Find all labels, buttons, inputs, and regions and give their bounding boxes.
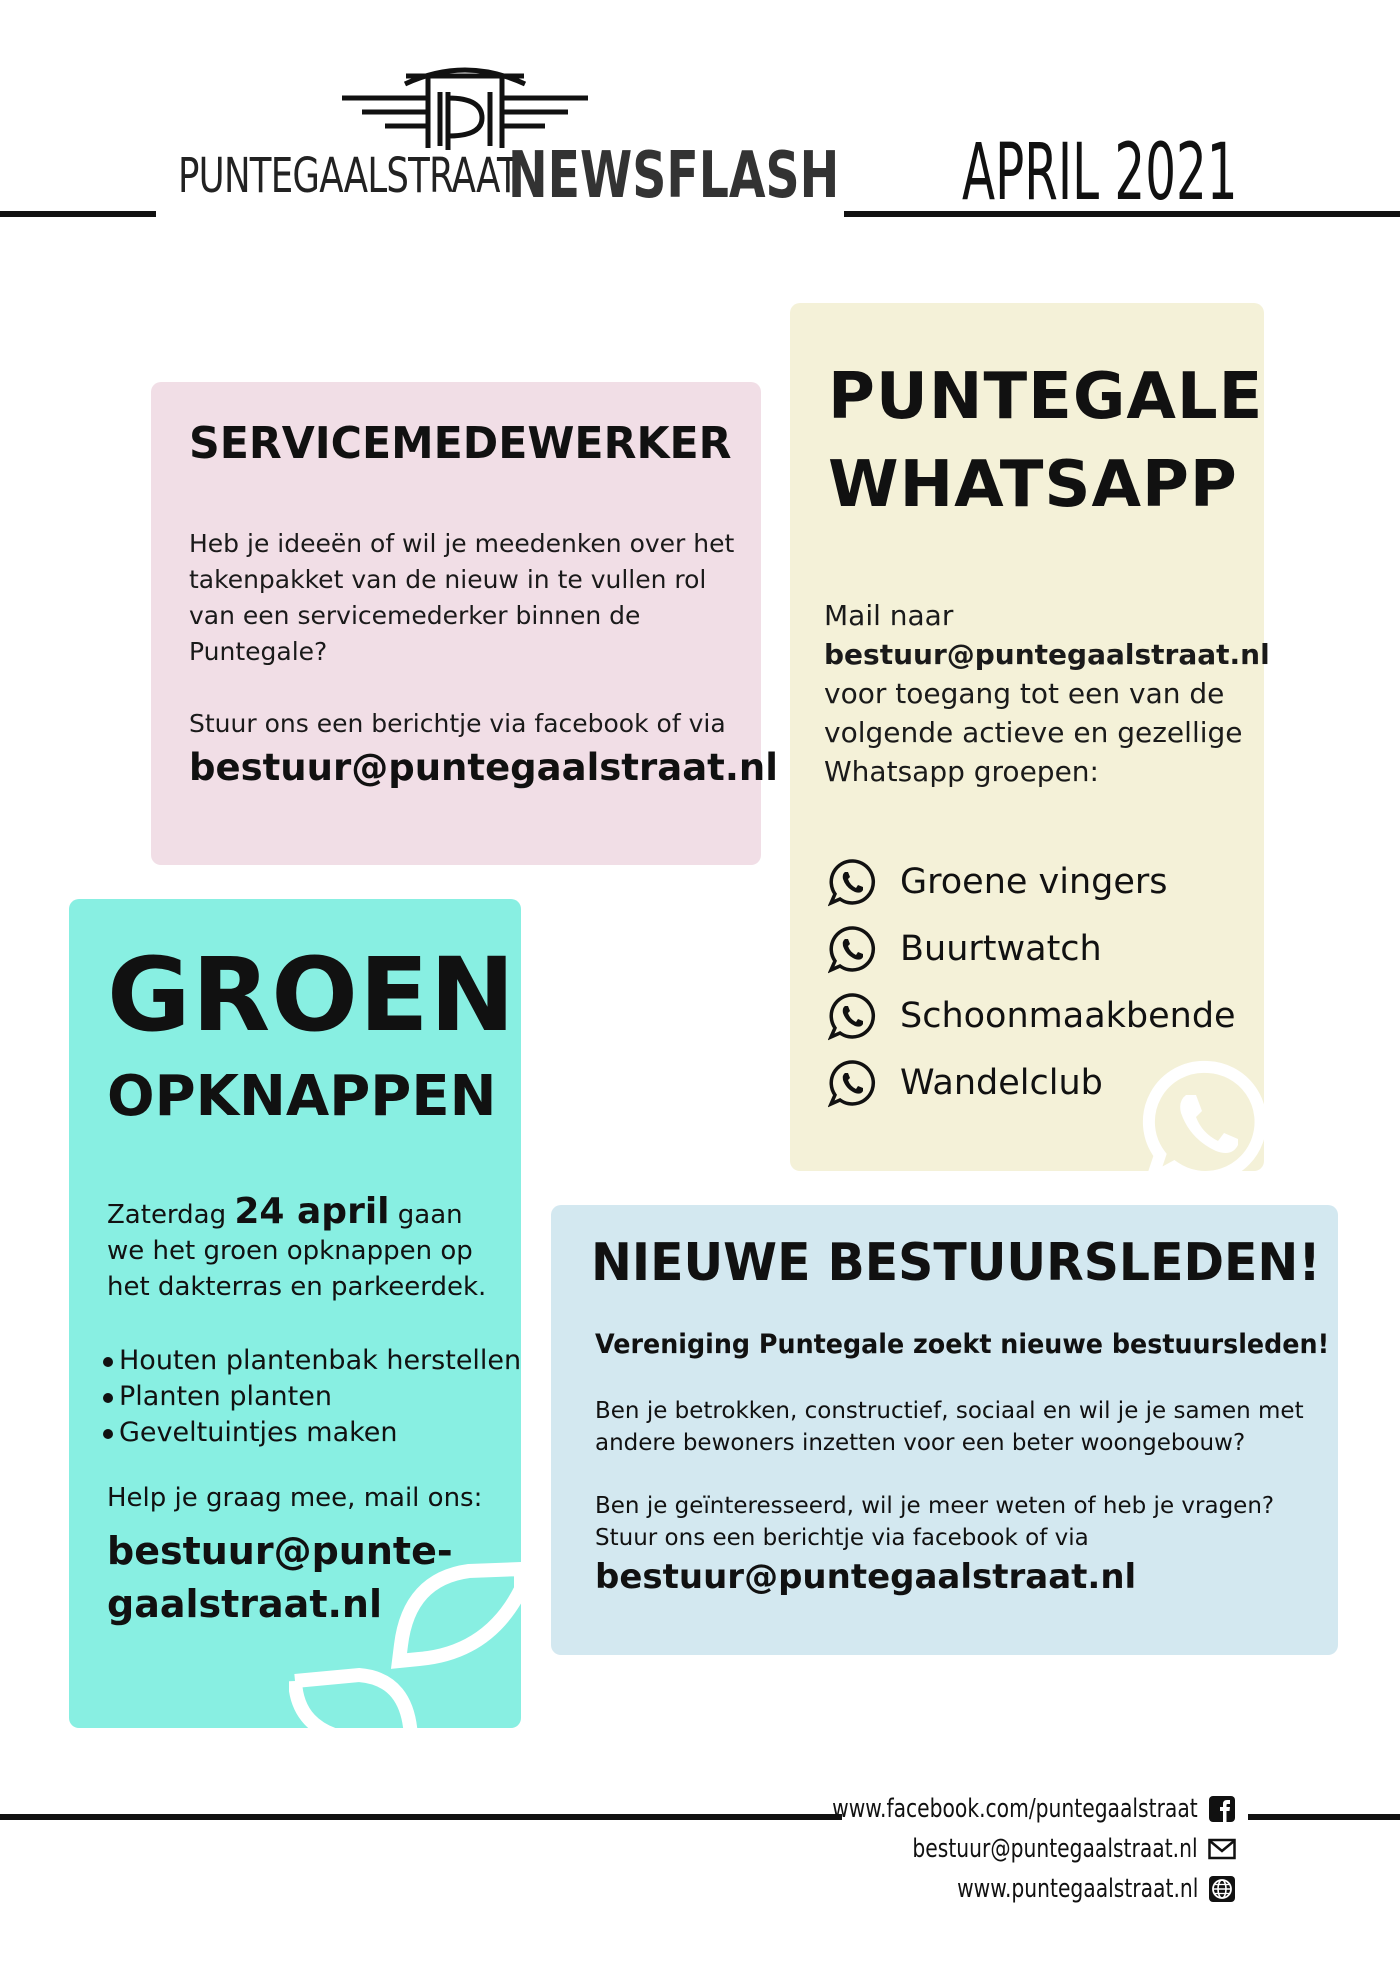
service-email-link[interactable]: bestuur@puntegaalstraat.nl: [189, 746, 778, 789]
task-list: [103, 1343, 521, 1451]
task-label: Planten planten: [119, 1381, 332, 1412]
task-label: Houten plantenbak herstellen: [119, 1345, 521, 1376]
footer-facebook-row[interactable]: [729, 1794, 1236, 1824]
service-section: [151, 382, 778, 865]
footer-rule-right: [1248, 1814, 1400, 1820]
whatsapp-email-link[interactable]: bestuur@puntegaalstraat.nl: [824, 638, 1270, 671]
groen-intro-post: gaan we het groen opknappen op het dakterras en parkeerdek.: [107, 1200, 487, 1302]
bestuur-contact-text: Ben je geïnteresseerd, wil je meer weten of heb je vragen? Stuur ons een berichtje via facebook of via: [595, 1493, 1275, 1551]
whatsapp-group-name: Schoonmaakbende: [900, 995, 1236, 1036]
whatsapp-icon: [828, 857, 878, 907]
bestuur-section: [551, 1205, 1338, 1655]
groen-subtitle: OPKNAPPEN: [107, 1064, 497, 1129]
bestuur-subtitle: Vereniging Puntegale zoekt nieuwe bestuursleden!: [595, 1329, 1330, 1360]
groen-title: GROEN: [107, 936, 517, 1055]
list-item: [103, 1343, 521, 1379]
groen-email-line2: gaalstraat.nl: [107, 1582, 382, 1626]
event-date: 24 april: [234, 1191, 390, 1232]
groen-intro: [107, 1191, 507, 1305]
whatsapp-title: [828, 353, 1263, 529]
whatsapp-group-name: Groene vingers: [900, 861, 1168, 902]
whatsapp-section: [790, 303, 1270, 1171]
newsletter-title: NEWSFLASH: [508, 139, 840, 213]
footer-facebook-link[interactable]: www.facebook.com/puntegaalstraat: [832, 1794, 1198, 1824]
task-label: Geveltuintjes maken: [119, 1417, 398, 1448]
whatsapp-intro-text: voor toegang tot een van de volgende actieve en gezellige Whatsapp groepen:: [824, 677, 1243, 788]
list-item: [103, 1415, 521, 1451]
bullet-icon: [103, 1393, 113, 1403]
footer-website-row[interactable]: [889, 1874, 1236, 1904]
bestuur-title: NIEUWE BESTUURSLEDEN!: [591, 1233, 1321, 1293]
groen-email-line1: bestuur@punte-: [107, 1529, 453, 1573]
facebook-icon: [1208, 1795, 1236, 1823]
whatsapp-icon: [828, 991, 878, 1041]
globe-icon: [1208, 1875, 1236, 1903]
footer-rule-left: [0, 1814, 842, 1820]
brand-name: PUNTEGAALSTRAAT: [178, 148, 518, 204]
groen-help-text: Help je graag mee, mail ons:: [107, 1483, 483, 1513]
list-item: [828, 982, 1236, 1049]
whatsapp-group-name: Wandelclub: [900, 1062, 1103, 1103]
bullet-icon: [103, 1429, 113, 1439]
header-rule-left: [0, 211, 156, 217]
list-item: [828, 848, 1236, 915]
issue-date: APRIL 2021: [962, 128, 1238, 218]
whatsapp-title-line2: WHATSAPP: [828, 448, 1238, 522]
whatsapp-icon: [828, 1058, 878, 1108]
groen-section: [69, 899, 521, 1728]
footer-email-link[interactable]: bestuur@puntegaalstraat.nl: [912, 1834, 1198, 1864]
whatsapp-title-line1: PUNTEGALE: [828, 360, 1264, 434]
whatsapp-decorative-icon: [1138, 1055, 1278, 1195]
service-contact-text: Stuur ons een berichtje via facebook of via: [189, 709, 726, 738]
service-title: SERVICEMEDEWERKER: [189, 418, 732, 469]
footer-email-row[interactable]: [832, 1834, 1236, 1864]
leaf-decoration-icon: [289, 1549, 521, 1728]
bestuur-email-link[interactable]: bestuur@puntegaalstraat.nl: [595, 1557, 1137, 1597]
groen-intro-pre: Zaterdag: [107, 1200, 227, 1230]
newsletter-masthead: [178, 139, 840, 213]
whatsapp-group-name: Buurtwatch: [900, 928, 1102, 969]
mail-icon: [1208, 1835, 1236, 1863]
footer-website-link[interactable]: www.puntegaalstraat.nl: [956, 1874, 1198, 1904]
list-item: [103, 1379, 521, 1415]
bullet-icon: [103, 1357, 113, 1367]
whatsapp-icon: [828, 924, 878, 974]
list-item: [828, 915, 1236, 982]
whatsapp-intro: [824, 596, 1270, 791]
whatsapp-intro-lead: Mail naar: [824, 599, 954, 632]
service-paragraph: Heb je ideeën of wil je meedenken over het takenpakket van de nieuw in te vullen rol van een servicemederker binnen de Puntegale?: [189, 529, 735, 666]
bestuur-paragraph: Ben je betrokken, constructief, sociaal en wil je je samen met andere bewoners inzetten voor een beter woongebouw?: [595, 1398, 1304, 1456]
